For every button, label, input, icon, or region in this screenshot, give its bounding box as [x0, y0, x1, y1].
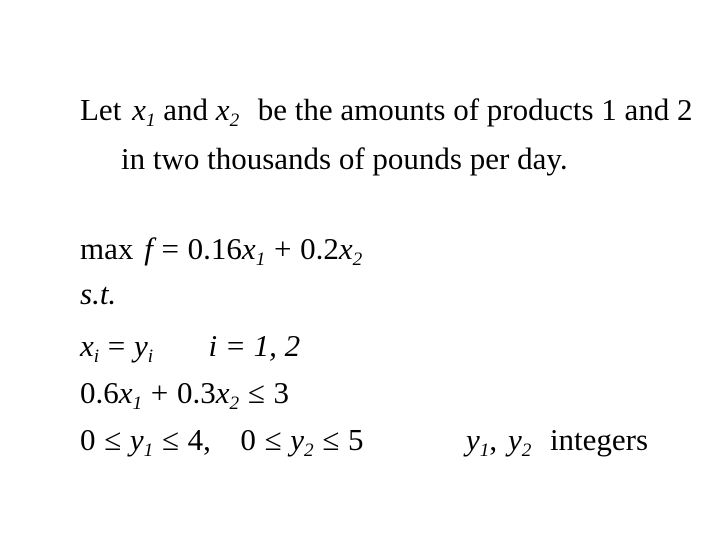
- var-y1: $y_1$: [466, 422, 490, 461]
- integrality-constraint: [466, 422, 649, 461]
- var-xi: $x_i$: [80, 328, 100, 367]
- constraint-bounds: [80, 422, 364, 461]
- constraint-link: [80, 328, 301, 367]
- var-yi: $y_i$: [133, 328, 154, 367]
- intro-rest: be the amounts of products 1 and 2: [257, 92, 693, 127]
- upper-bound-1: 4,: [187, 422, 211, 457]
- constraint-capacity: [80, 375, 289, 414]
- intro-line-2: in two thousands of pounds per day.: [121, 141, 568, 176]
- var-y1: $y_1$: [129, 422, 154, 461]
- le-sign: ≤: [247, 375, 265, 410]
- lower-bound-2: 0: [240, 422, 256, 457]
- equals-sign: =: [107, 328, 126, 363]
- integers-label: integers: [549, 422, 649, 457]
- coef-1: 0.16: [187, 231, 242, 266]
- var-y2: $y_2$: [507, 422, 532, 461]
- capacity-rhs: 3: [273, 375, 289, 410]
- subject-to-label: s.t.: [80, 276, 117, 311]
- upper-bound-2: 5: [347, 422, 364, 457]
- intro-let: Let: [80, 92, 122, 127]
- coef-1: 0.6: [80, 375, 119, 410]
- coef-2: 0.2: [300, 231, 339, 266]
- equals-sign: =: [161, 231, 179, 266]
- var-y2: $y_2$: [290, 422, 314, 461]
- intro-and: and: [163, 92, 209, 127]
- coef-2: 0.3: [176, 375, 216, 410]
- comma: ,: [489, 422, 498, 457]
- var-x1: $x_1$: [241, 231, 266, 270]
- var-x2: $x_2$: [338, 231, 363, 270]
- var-x1: $x_1$: [132, 92, 156, 131]
- var-x1: $x_1$: [118, 375, 143, 414]
- plus-sign: +: [150, 375, 169, 410]
- objective-f: f: [144, 231, 153, 266]
- objective-function: [80, 231, 363, 270]
- le-sign: ≤: [161, 422, 179, 457]
- var-x2: $x_2$: [215, 92, 240, 131]
- index-range: i = 1, 2: [208, 328, 301, 363]
- intro-line-1: [80, 92, 693, 131]
- max-keyword: max: [80, 231, 134, 266]
- le-sign: ≤: [104, 422, 122, 457]
- var-x2: $x_2$: [215, 375, 240, 414]
- plus-sign: +: [273, 231, 292, 266]
- le-sign: ≤: [264, 422, 282, 457]
- le-sign: ≤: [322, 422, 340, 457]
- lower-bound-1: 0: [80, 422, 96, 457]
